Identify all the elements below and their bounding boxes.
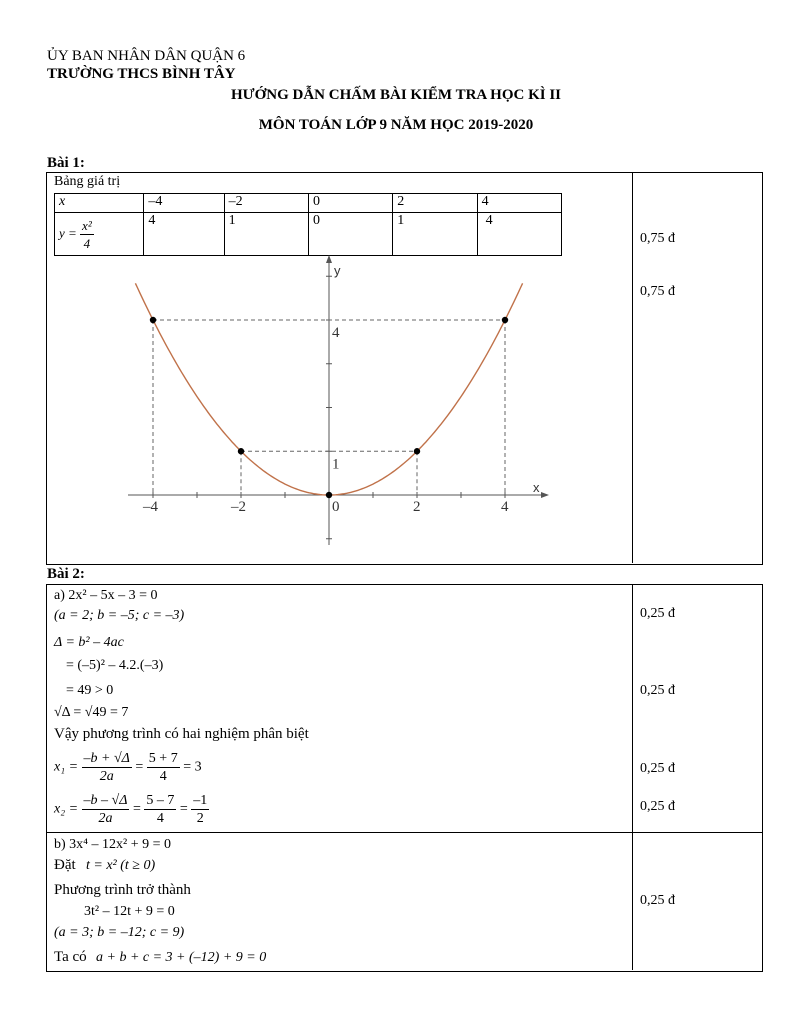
- x-tick-label: –4: [143, 499, 158, 515]
- authority-name: ỦY BAN NHÂN DÂN QUẬN 6: [47, 48, 246, 64]
- y-fraction-num: x²: [82, 217, 92, 233]
- document-title: HƯỚNG DẪN CHẤM BÀI KIỂM TRA HỌC KÌ II: [230, 87, 562, 103]
- x2-den-result: 2: [196, 811, 204, 826]
- y-axis-label: y: [334, 263, 341, 278]
- y-value: 4: [144, 213, 224, 256]
- x-tick-label: 0: [332, 499, 340, 515]
- delta-formula: Δ = b² – 4ac: [54, 635, 124, 650]
- x1-lhs: x₁ =: [54, 759, 79, 775]
- x1-result: = 3: [183, 759, 202, 775]
- x-value: –4: [144, 194, 224, 213]
- x-axis-label: x: [533, 480, 540, 495]
- note-label: Ta có: [54, 949, 87, 965]
- x1-num: –b + √Δ: [83, 751, 130, 766]
- y-value: 1: [393, 213, 477, 256]
- coefficients-b: (a = 3; b = –12; c = 9): [54, 925, 185, 940]
- equation-b: b) 3x⁴ – 12x² + 9 = 0: [54, 837, 172, 852]
- x2-num: –b – √Δ: [83, 793, 128, 808]
- data-point: [238, 448, 244, 454]
- x1-num-values: 5 + 7: [148, 751, 178, 766]
- x-axis-arrow: [541, 492, 549, 498]
- document-subtitle: MÔN TOÁN LỚP 9 NĂM HỌC 2019-2020: [258, 117, 534, 133]
- data-point: [326, 492, 332, 498]
- score: 0,25 đ: [640, 683, 675, 698]
- x2-lhs: x₂ =: [54, 801, 79, 817]
- y-axis-arrow: [326, 255, 332, 263]
- x-value: 0: [308, 194, 392, 213]
- delta-value: = 49 > 0: [66, 683, 114, 698]
- x2-den-values: 4: [156, 811, 164, 826]
- y-fraction-den: 4: [83, 235, 91, 251]
- data-point: [414, 448, 420, 454]
- y-tick-label: 1: [332, 456, 340, 473]
- x1-fraction-values: [147, 750, 180, 785]
- coefficient-sum: a + b + c = 3 + (–12) + 9 = 0: [96, 950, 267, 965]
- score-column-divider: [632, 584, 633, 970]
- coefficients-a: (a = 2; b = –5; c = –3): [54, 608, 185, 623]
- equation-t: 3t² – 12t + 9 = 0: [84, 904, 175, 919]
- equation-a: a) 2x² – 5x – 3 = 0: [54, 588, 158, 603]
- x2-den: 2a: [98, 811, 113, 826]
- root-x1: x₁ = $\frac{-b + √\Delta}{2a}$ = $\frac{5 + 7}{4}$ = 3: [54, 751, 202, 784]
- x-value: –2: [224, 194, 308, 213]
- y-value: 0: [308, 213, 392, 256]
- score: 0,25 đ: [640, 606, 675, 621]
- row-x-label: x: [55, 194, 144, 213]
- x-value: 2: [393, 194, 477, 213]
- y-equals: y =: [59, 224, 77, 240]
- exercise-1-label: Bài 1:: [47, 155, 85, 171]
- score: 0,25 đ: [640, 799, 675, 814]
- x2-num-result: –1: [193, 793, 208, 808]
- x1-fraction-formula: [82, 750, 132, 785]
- x-tick-label: 2: [413, 499, 421, 515]
- x-tick-label: 4: [501, 499, 509, 515]
- x2-fraction-formula: [82, 792, 130, 827]
- conclusion-text: Vậy phương trình có hai nghiệm phân biệt: [54, 726, 309, 742]
- score: 0,75 đ: [640, 284, 675, 299]
- x2-fraction-values: [144, 792, 176, 827]
- school-name: TRƯỜNG THCS BÌNH TÂY: [47, 66, 236, 82]
- x2-fraction-result: [191, 792, 209, 827]
- score: 0,75 đ: [640, 231, 675, 246]
- substitution-label: Đặt: [54, 857, 76, 873]
- x1-den-values: 4: [159, 769, 167, 784]
- root-x2: x₂ = $\frac{-b - √\Delta}{2a}$ = $\frac{5 - 7}{4}$ = $\frac{-1}{2}$: [54, 793, 208, 826]
- x1-den: 2a: [99, 769, 114, 784]
- y-value: 4: [477, 213, 561, 256]
- x2-num-values: 5 – 7: [146, 793, 175, 808]
- data-point: [502, 317, 508, 323]
- x-value: 4: [477, 194, 561, 213]
- part-divider: [46, 832, 762, 833]
- sqrt-delta: √Δ = √49 = 7: [54, 705, 129, 720]
- exercise-2-label: Bài 2:: [47, 566, 85, 582]
- x-tick-label: –2: [231, 499, 246, 515]
- score: 0,25 đ: [640, 893, 675, 908]
- y-value: 1: [224, 213, 308, 256]
- substitution-expression: t = x² (t ≥ 0): [86, 858, 156, 873]
- data-point: [150, 317, 156, 323]
- value-table-caption: Bảng giá trị: [54, 174, 121, 189]
- y-tick-label: 4: [332, 325, 340, 341]
- transform-text: Phương trình trở thành: [54, 882, 191, 898]
- delta-substitution: = (–5)² – 4.2.(–3): [66, 658, 164, 673]
- score: 0,25 đ: [640, 761, 675, 776]
